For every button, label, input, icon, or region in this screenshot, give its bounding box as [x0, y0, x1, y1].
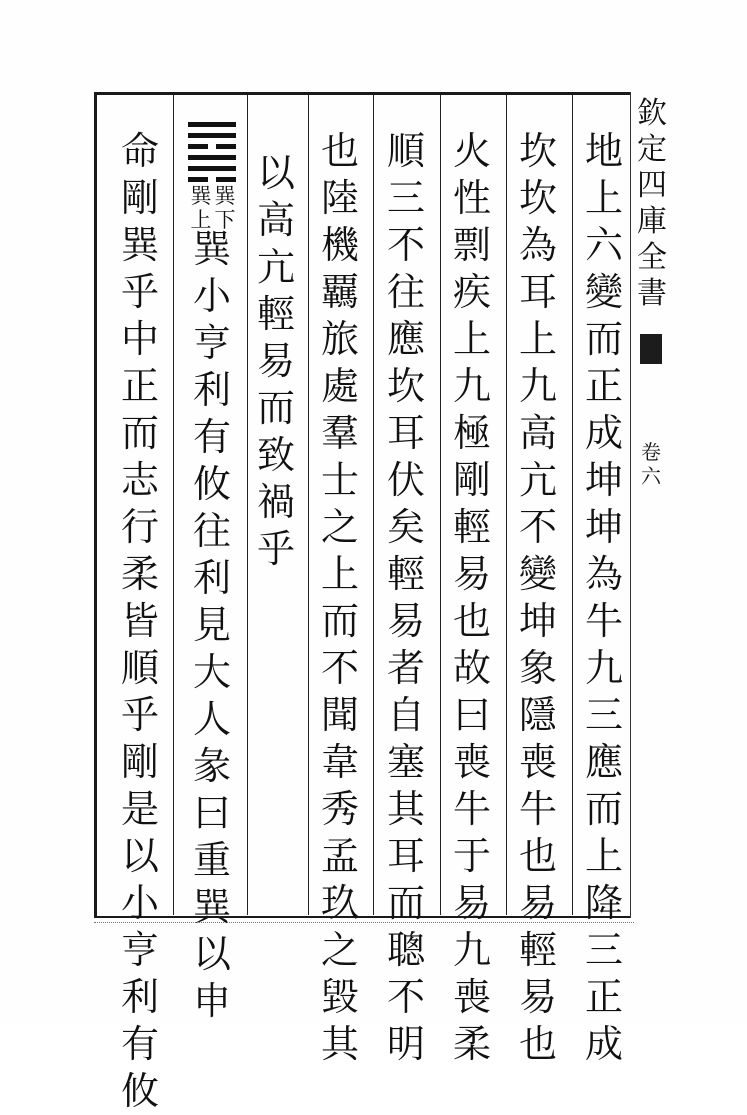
character: 明 [386, 1022, 425, 1066]
column-rule [373, 95, 374, 915]
text-column-7 [186, 226, 238, 1025]
character: 機 [320, 223, 359, 267]
character: 極 [452, 411, 491, 455]
character: 順 [386, 129, 425, 173]
character: 坤 [518, 599, 557, 643]
character: 不 [386, 975, 425, 1019]
character: 易 [452, 881, 491, 925]
character: 亢 [518, 458, 557, 502]
character: 矣 [386, 505, 425, 549]
character: 玖 [320, 881, 359, 925]
character: 剛 [120, 740, 159, 784]
column-rule [173, 95, 174, 915]
character: 也 [518, 834, 557, 878]
character: 地 [584, 129, 623, 173]
character: 順 [120, 646, 159, 690]
character: 也 [320, 129, 359, 173]
character: 處 [320, 364, 359, 408]
character: 輕 [386, 552, 425, 596]
character: 利 [192, 368, 231, 412]
character: 聰 [386, 928, 425, 972]
character: 故 [452, 646, 491, 690]
character: 成 [584, 1022, 623, 1066]
character: 是 [120, 787, 159, 831]
character: 者 [386, 646, 425, 690]
character: 曰 [452, 693, 491, 737]
hexagram-upper-label [190, 184, 212, 232]
character: 變 [584, 270, 623, 314]
character: 巽 [192, 227, 231, 271]
character: 坎 [518, 176, 557, 220]
character: 亨 [120, 928, 159, 972]
character: 全 [637, 240, 667, 275]
character: 上 [518, 317, 557, 361]
character: 聞 [320, 693, 359, 737]
character: 禍 [256, 480, 295, 524]
hexagram-solid-line [188, 166, 236, 171]
character: 孟 [320, 834, 359, 878]
character: 牛 [518, 787, 557, 831]
character: 巽 [214, 184, 236, 208]
character: 正 [584, 975, 623, 1019]
character: 其 [320, 1022, 359, 1066]
character: 而 [584, 317, 623, 361]
character: 大 [192, 650, 231, 694]
character: 志 [120, 458, 159, 502]
character: 見 [192, 603, 231, 647]
character: 不 [518, 505, 557, 549]
character: 高 [256, 198, 295, 242]
character: 而 [120, 411, 159, 455]
character: 應 [584, 740, 623, 784]
character: 利 [192, 556, 231, 600]
character: 易 [518, 975, 557, 1019]
character: 中 [120, 317, 159, 361]
character: 耳 [518, 270, 557, 314]
character: 高 [518, 411, 557, 455]
character: 牛 [452, 787, 491, 831]
character: 三 [386, 176, 425, 220]
character: 巽 [120, 223, 159, 267]
character: 輕 [452, 505, 491, 549]
character: 乎 [120, 270, 159, 314]
text-column-5 [314, 128, 366, 1068]
character: 以 [120, 834, 159, 878]
character: 攸 [120, 1069, 159, 1113]
character: 剛 [120, 176, 159, 220]
character: 九 [452, 364, 491, 408]
character: 于 [452, 834, 491, 878]
column-rule [440, 95, 441, 915]
character: 上 [320, 552, 359, 596]
character: 往 [386, 270, 425, 314]
character: 易 [518, 881, 557, 925]
hexagram-symbol [188, 122, 236, 188]
character: 陸 [320, 176, 359, 220]
character: 為 [584, 552, 623, 596]
character: 其 [386, 787, 425, 831]
character: 以 [256, 151, 295, 195]
character: 之 [320, 505, 359, 549]
character: 正 [120, 364, 159, 408]
character: 欽 [637, 96, 667, 131]
character: 小 [192, 274, 231, 318]
character: 柔 [120, 552, 159, 596]
column-rule [308, 95, 309, 915]
text-column-8 [114, 128, 166, 1115]
character: 剛 [452, 458, 491, 502]
character: 牛 [584, 599, 623, 643]
character: 利 [120, 975, 159, 1019]
character: 旅 [320, 317, 359, 361]
column-rule [572, 95, 573, 915]
character: 隱 [518, 693, 557, 737]
character: 喪 [518, 740, 557, 784]
character: 亨 [192, 321, 231, 365]
character: 不 [320, 646, 359, 690]
character: 有 [192, 415, 231, 459]
character: 不 [386, 223, 425, 267]
character: 易 [256, 339, 295, 383]
character: 之 [320, 928, 359, 972]
character: 致 [256, 433, 295, 477]
character: 覊 [320, 270, 359, 314]
column-rule [506, 95, 507, 915]
character: 也 [452, 599, 491, 643]
volume-label [636, 440, 666, 488]
character: 而 [386, 881, 425, 925]
character: 火 [452, 129, 491, 173]
margin-rule [630, 92, 631, 918]
character: 九 [518, 364, 557, 408]
character: 攸 [192, 462, 231, 506]
character: 重 [192, 838, 231, 882]
hexagram-broken-line [188, 177, 236, 182]
character: 彖 [192, 744, 231, 788]
character: 性 [452, 176, 491, 220]
character: 曰 [192, 791, 231, 835]
character: 柔 [452, 1022, 491, 1066]
character: 喪 [452, 740, 491, 784]
character: 也 [518, 1022, 557, 1066]
character: 塞 [386, 740, 425, 784]
character: 四 [637, 168, 667, 203]
character: 韋 [320, 740, 359, 784]
character: 上 [584, 834, 623, 878]
character: 毀 [320, 975, 359, 1019]
character: 而 [584, 787, 623, 831]
text-column-4 [380, 128, 432, 1068]
character: 亢 [256, 245, 295, 289]
hexagram-solid-line [188, 133, 236, 138]
character: 自 [386, 693, 425, 737]
character: 九 [584, 646, 623, 690]
column-rule [247, 95, 248, 915]
text-column-3 [446, 128, 498, 1068]
character: 行 [120, 505, 159, 549]
character: 九 [452, 928, 491, 972]
character: 下 [214, 208, 236, 232]
character: 申 [192, 979, 231, 1023]
character: 人 [192, 697, 231, 741]
character: 上 [190, 208, 212, 232]
character: 剽 [452, 223, 491, 267]
character: 巽 [190, 184, 212, 208]
character: 耳 [386, 834, 425, 878]
character: 輕 [518, 928, 557, 972]
character: 秀 [320, 787, 359, 831]
character: 命 [120, 129, 159, 173]
character: 伏 [386, 458, 425, 502]
character: 定 [637, 132, 667, 167]
character: 正 [584, 364, 623, 408]
character: 卷 [641, 440, 661, 464]
fishtail-mark [640, 334, 662, 364]
character: 變 [518, 552, 557, 596]
character: 為 [518, 223, 557, 267]
hexagram-broken-line [188, 144, 236, 149]
character: 輕 [256, 292, 295, 336]
character: 書 [637, 276, 667, 311]
character: 坤 [584, 505, 623, 549]
character: 應 [386, 317, 425, 361]
character: 三 [584, 693, 623, 737]
character: 六 [641, 464, 661, 488]
text-column-1 [578, 128, 630, 1068]
character: 羣 [320, 411, 359, 455]
character: 往 [192, 509, 231, 553]
character: 降 [584, 881, 623, 925]
character: 士 [320, 458, 359, 502]
character: 六 [584, 223, 623, 267]
text-column-2 [512, 128, 564, 1068]
character: 三 [584, 928, 623, 972]
character: 巽 [192, 885, 231, 929]
character: 小 [120, 881, 159, 925]
character: 易 [452, 552, 491, 596]
hexagram-solid-line [188, 122, 236, 127]
character: 乎 [120, 693, 159, 737]
character: 耳 [386, 411, 425, 455]
character: 而 [320, 599, 359, 643]
character: 以 [192, 932, 231, 976]
character: 疾 [452, 270, 491, 314]
character: 上 [584, 176, 623, 220]
character: 坎 [386, 364, 425, 408]
text-column-6 [250, 150, 302, 573]
character: 喪 [452, 975, 491, 1019]
character: 成 [584, 411, 623, 455]
hexagram-solid-line [188, 155, 236, 160]
character: 乎 [256, 527, 295, 571]
page-bottom-edge [94, 922, 634, 925]
character: 庫 [637, 204, 667, 239]
character: 象 [518, 646, 557, 690]
character: 坤 [584, 458, 623, 502]
hexagram-lower-label [214, 184, 236, 232]
character: 易 [386, 599, 425, 643]
character: 坎 [518, 129, 557, 173]
character: 而 [256, 386, 295, 430]
character: 皆 [120, 599, 159, 643]
character: 有 [120, 1022, 159, 1066]
book-title [634, 96, 670, 312]
character: 上 [452, 317, 491, 361]
